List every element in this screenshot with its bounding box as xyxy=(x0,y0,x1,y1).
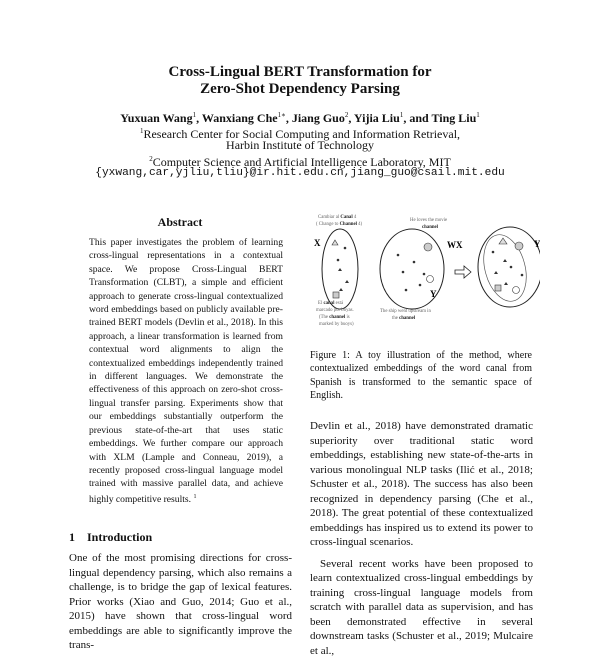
section-heading-introduction xyxy=(69,530,164,545)
footnote-marker: 1 xyxy=(193,493,197,500)
author-name: Ting Liu xyxy=(431,111,477,125)
triangle-marker xyxy=(338,268,342,271)
title-line-1: Cross-Lingual BERT Transformation for xyxy=(168,64,432,80)
note-bot-left-line-1 xyxy=(318,301,344,306)
introduction-text: One of the most promising directions for cross-lingual dependency parsing, which also remains a challenge, is to bridge the gap of lexical features. Prior works (Xiao and Guo, 2014; Guo et al., 2015) have shown that cross-lingual word embeddings are able to significantly improve the trans- xyxy=(69,552,292,651)
abstract-text: This paper investigates the problem of learning cross-lingual representations in a contextual space. We propose Cross-Lingual BERT Transformation (CLBT), a simple and efficient approach to generate cross-lingual contextualized word embeddings based on publicly available pre-trained BERT models (Devlin et al., 2018). In this approach, a linear transformation is learned from contextual word alignments to align the contextualized embeddings independently trained in different languages. We demonstrate the effectiveness of this approach on zero-shot cross-lingual transfer parsing. Experiments show that our embeddings substantially outperform the previous state-of-the-art that uses static embeddings. We further compare our approach with XLM (Lample and Conneau, 2019), a recently proposed cross-lingual language model trained with massive parallel data, and achieve highly competitive results. xyxy=(89,237,283,505)
author-sup: 1 xyxy=(192,111,197,119)
arrow-icon xyxy=(455,266,471,278)
note-bot-mid-line-2 xyxy=(392,316,416,321)
paragraph: Devlin et al., 2018) have demonstrated dramatic superiority over traditional static word embeddings, establishing new state-of-the-arts in various monolingual NLP tasks (Ilić et al., 2018; Schuster et al., 2018). The success has also been recognized in dependency parsing (Che et al., 2018). The great potential of these contextualized embeddings has inspired us to extend its power to cross-lingual scenarios. xyxy=(310,420,533,548)
note-text: está xyxy=(335,301,344,306)
note-bot-mid-line-1: The ship went upstream in xyxy=(380,309,431,314)
author-name: Yijia Liu xyxy=(353,111,400,125)
title-line-2: Zero-Shot Dependency Parsing xyxy=(200,81,400,97)
note-top-mid-line-2: channel xyxy=(422,225,438,230)
affiliation-sup: 2 xyxy=(149,155,153,163)
triangle-marker xyxy=(499,238,507,244)
note-bold: channel xyxy=(329,315,346,320)
dot-marker xyxy=(344,247,347,250)
circle-marker xyxy=(427,276,434,283)
affiliation-sup: 1 xyxy=(139,127,144,135)
author-sup: 2 xyxy=(344,111,349,119)
dot-marker xyxy=(337,259,340,262)
ellipse-transformed-space xyxy=(478,227,540,307)
note-bold: canal xyxy=(323,301,335,306)
note-text: ( Change to xyxy=(316,222,339,227)
dot-marker xyxy=(419,284,422,287)
author-separator: , xyxy=(196,111,202,125)
triangle-marker xyxy=(494,271,498,274)
right-column-text xyxy=(310,419,533,665)
circle-marker xyxy=(513,287,520,294)
dot-marker xyxy=(423,273,426,276)
figure-caption: Figure 1: A toy illustration of the method, where contextualized embeddings of the word canal from Spanish is transformed to the semantic space of English. xyxy=(310,350,532,402)
note-text: 4) xyxy=(358,222,363,227)
square-marker xyxy=(333,292,339,298)
note-bot-left-line-2: marcado por boyas. xyxy=(316,308,354,313)
label-y-mid: Y xyxy=(430,289,437,299)
dot-marker xyxy=(405,289,408,292)
author-name: Yuxuan Wang xyxy=(120,111,193,125)
square-marker xyxy=(495,285,501,291)
figure-1 xyxy=(310,212,540,332)
note-bold: Channel xyxy=(339,222,357,227)
note-text: is xyxy=(346,315,350,320)
triangle-marker xyxy=(339,288,343,291)
author-list xyxy=(0,108,600,125)
triangle-marker xyxy=(504,282,508,285)
dot-marker xyxy=(510,266,513,269)
author-sup: 1 xyxy=(399,111,404,119)
circle-marker xyxy=(424,243,432,251)
note-text: El xyxy=(318,301,323,306)
dot-marker xyxy=(397,254,400,257)
label-wx: WX xyxy=(447,240,463,250)
author-name: Wanxiang Che xyxy=(201,111,278,125)
paper-title xyxy=(0,64,600,98)
note-text: (The xyxy=(319,315,329,320)
author-emails: {yxwang,car,yjliu,tliu}@ir.hit.edu.cn,jiang_guo@csail.mit.edu xyxy=(95,167,505,179)
affiliation-1-line-2: Harbin Institute of Technology xyxy=(226,138,374,152)
note-top-left-line-1 xyxy=(318,215,357,220)
author-name: Jiang Guo xyxy=(291,111,345,125)
section-title: Introduction xyxy=(87,530,153,544)
note-text: Cambiar al xyxy=(318,215,340,220)
note-text: 4 xyxy=(353,215,357,220)
note-bold: channel xyxy=(399,316,416,321)
embedding-points xyxy=(332,238,523,298)
dot-marker xyxy=(402,271,405,274)
circle-marker xyxy=(515,242,523,250)
label-x: X xyxy=(314,238,321,248)
label-y-right: Y xyxy=(534,239,540,249)
abstract-body xyxy=(89,236,283,506)
author-separator: , xyxy=(348,111,354,125)
author-separator: , xyxy=(285,111,292,125)
author-sup: 1∗ xyxy=(277,111,286,119)
triangle-marker xyxy=(332,240,338,245)
note-top-mid-line-1: He loves the movie xyxy=(410,218,448,223)
triangle-marker xyxy=(503,259,507,262)
paragraph: Several recent works have been proposed to learn contextualized cross-lingual embeddings by training cross-lingual language models from scratch with parallel data as supervision, and has been demonstrated effective in several downstream tasks (Schuster et al., 2019; Mulcaire et al., xyxy=(310,557,533,657)
affiliation-text: Research Center for Social Computing and Information Retrieval, xyxy=(143,127,461,141)
dot-marker xyxy=(413,261,416,264)
note-bold: Canal xyxy=(340,215,353,220)
abstract-heading: Abstract xyxy=(157,215,203,229)
note-bot-left-line-4: marked by buoys) xyxy=(319,322,354,327)
section-number: 1 xyxy=(69,530,75,544)
note-bot-left-line-3 xyxy=(319,315,350,320)
dot-marker xyxy=(492,251,495,254)
dot-marker xyxy=(521,274,524,277)
author-sup: 1 xyxy=(476,111,480,119)
note-text: the xyxy=(392,316,398,321)
note-top-left-line-2 xyxy=(316,222,363,227)
affiliation-text: Computer Science and Artificial Intelligence Laboratory, MIT xyxy=(152,155,451,169)
triangle-marker xyxy=(345,280,349,283)
author-separator: , and xyxy=(403,111,432,125)
